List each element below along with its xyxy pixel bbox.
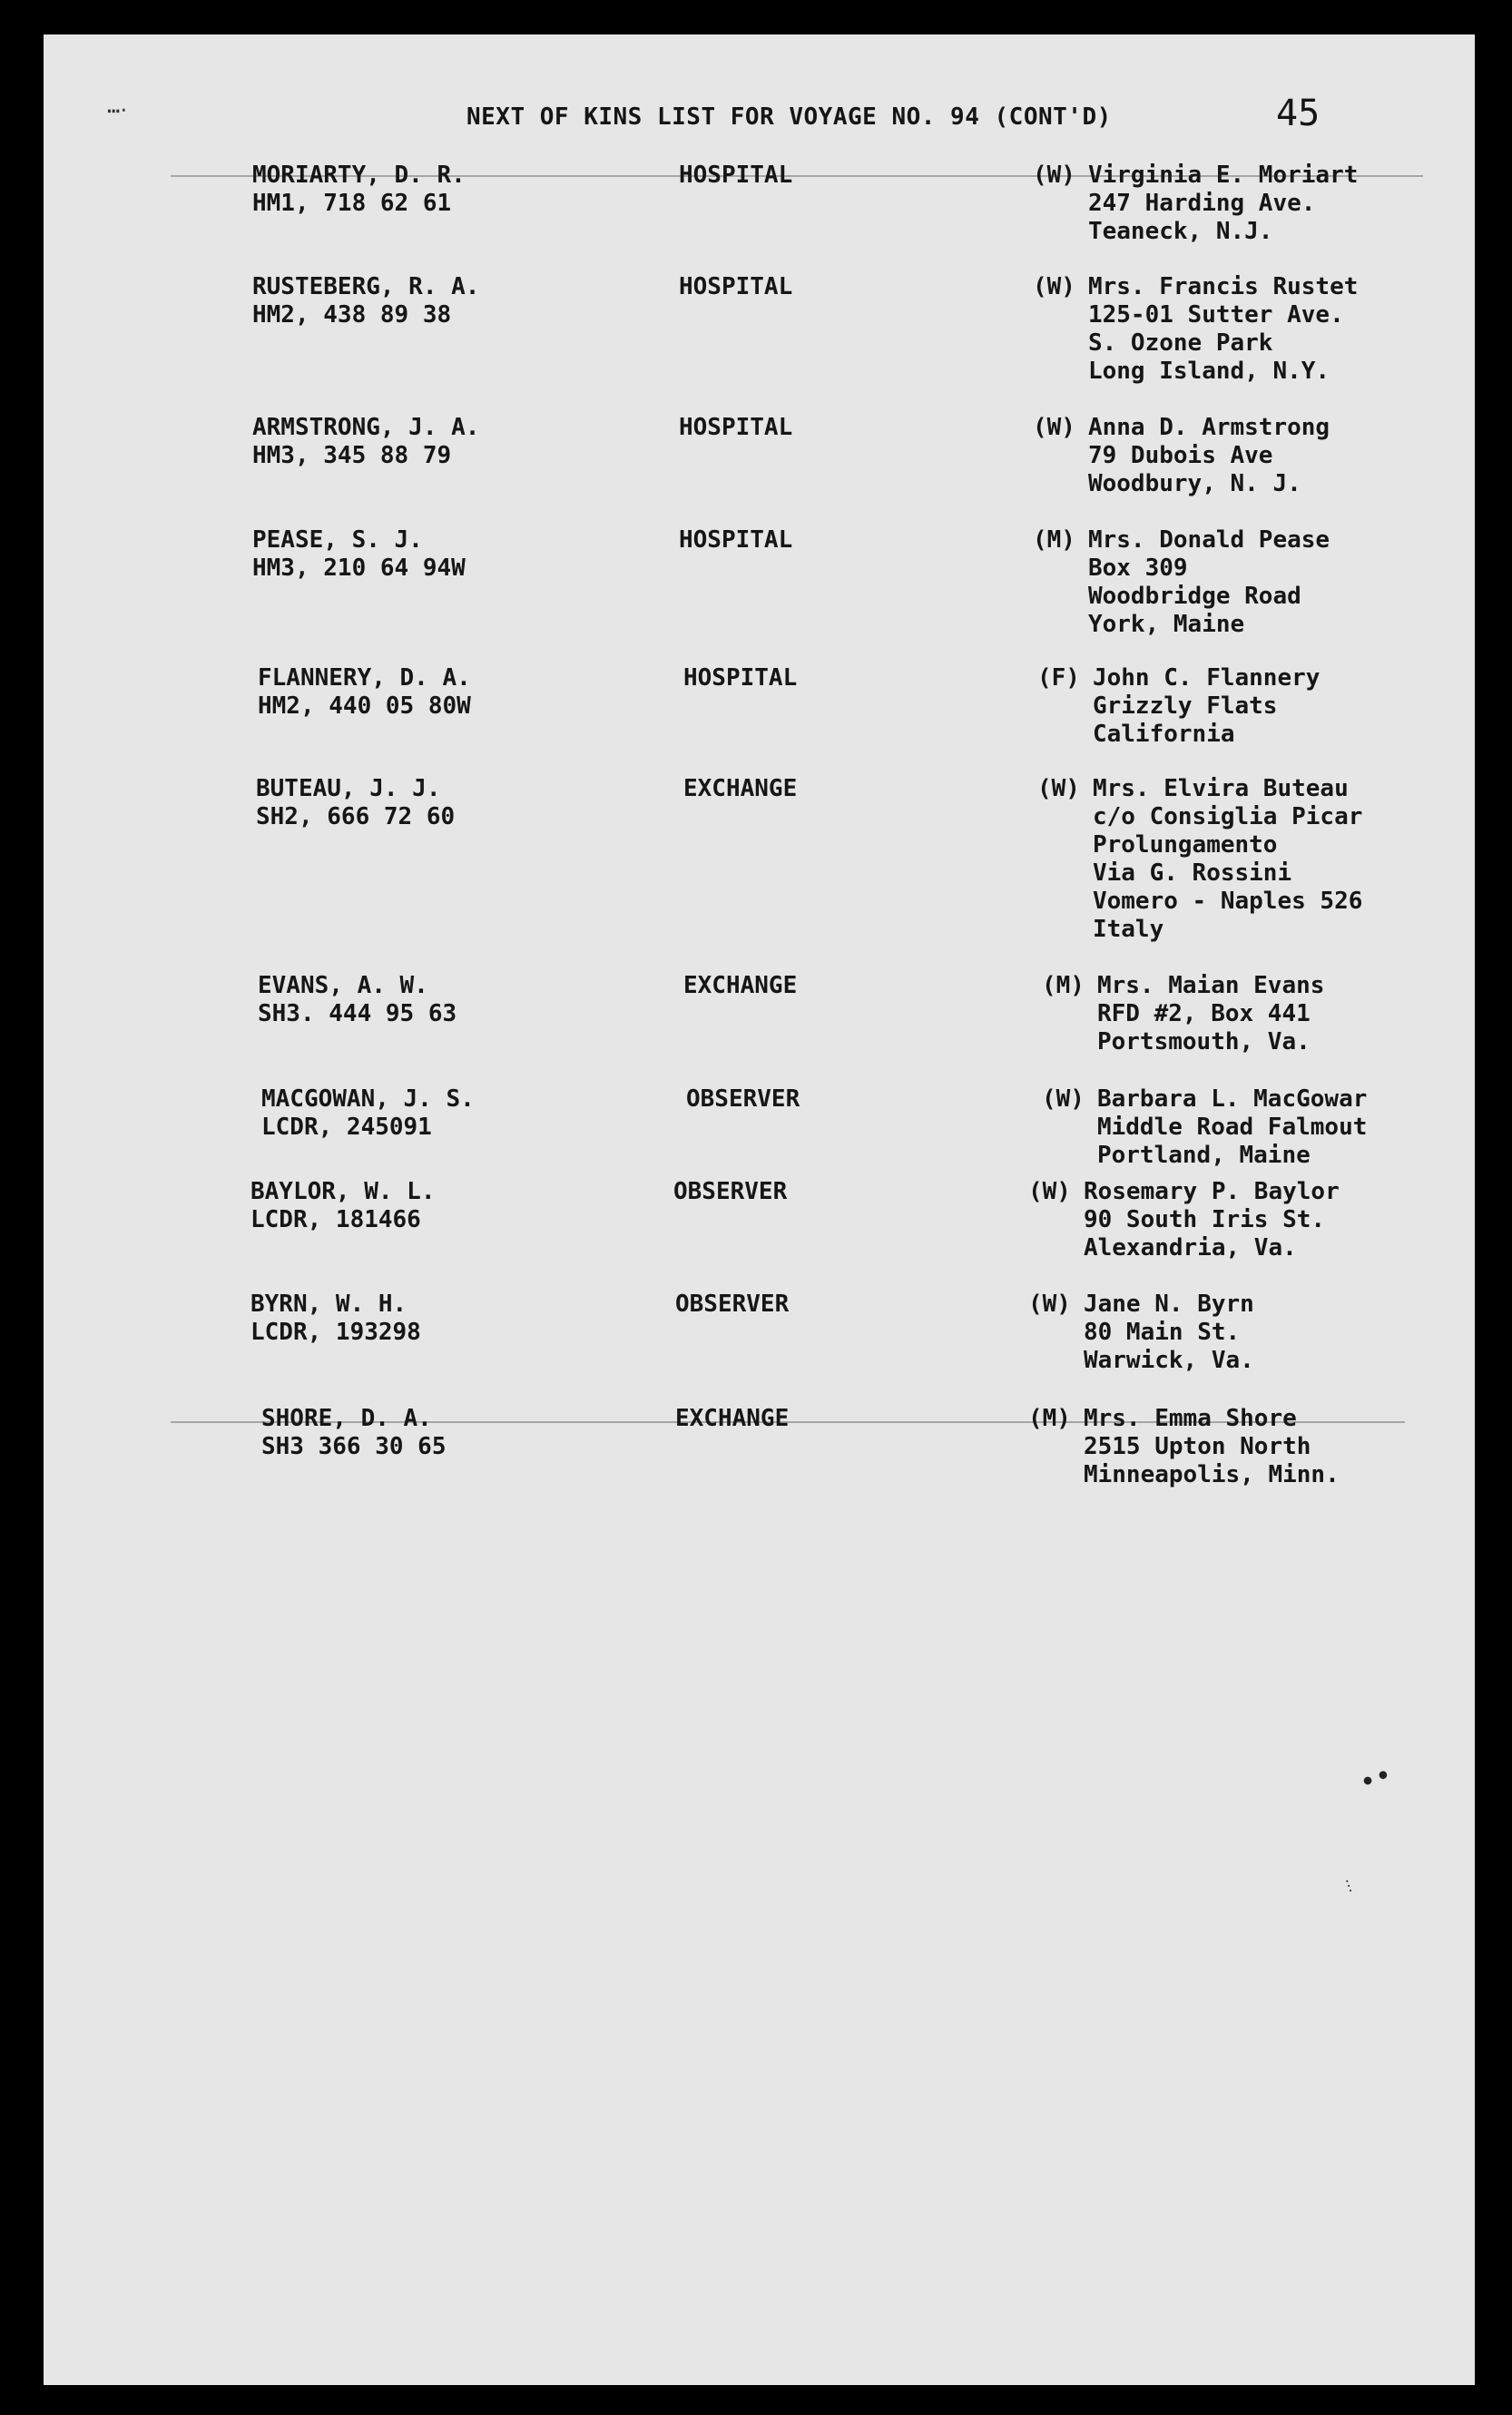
contact-line: Mrs. Francis Rustet: [1087, 273, 1359, 300]
contact-line: Jane N. Byrn: [1083, 1291, 1254, 1318]
contact-address: [1084, 1405, 1340, 1489]
contact-line: John C. Flannery: [1092, 664, 1321, 692]
name-column: [261, 1085, 475, 1142]
entry-reason: HOSPITAL: [679, 273, 793, 300]
name-column: [252, 162, 466, 218]
entry-relation: (W): [1033, 273, 1075, 300]
contact-line: Woodbridge Road: [1087, 583, 1301, 610]
entry-reason: OBSERVER: [675, 1291, 790, 1318]
contact-column: [1028, 1291, 1254, 1375]
entry-rating-number: LCDR, 193298: [250, 1319, 421, 1346]
contact-line: Virginia E. Moriart: [1087, 162, 1359, 189]
contact-line: Mrs. Emma Shore: [1083, 1405, 1297, 1432]
entry-relation: (W): [1033, 162, 1075, 189]
contact-line: 80 Main St.: [1083, 1319, 1241, 1346]
entry-name: PEASE, S. J.: [252, 526, 423, 554]
entry-name: BYRN, W. H.: [250, 1291, 407, 1318]
name-column: [250, 1178, 436, 1234]
contact-column: [1028, 1405, 1340, 1489]
contact-line: RFD #2, Box 441: [1096, 1000, 1311, 1027]
name-column: [252, 526, 466, 583]
document-page: [44, 34, 1475, 2385]
contact-address: [1084, 1291, 1254, 1375]
entry-rating-number: SH3 366 30 65: [261, 1433, 447, 1460]
contact-line: Barbara L. MacGowar: [1096, 1085, 1368, 1113]
contact-line: Woodbury, N. J.: [1087, 470, 1301, 497]
entry-reason: HOSPITAL: [679, 414, 793, 441]
entry-rating-number: HM1, 718 62 61: [252, 190, 452, 217]
entry-name: BUTEAU, J. J.: [256, 775, 441, 802]
entry-reason: OBSERVER: [673, 1178, 788, 1205]
contact-line: Minneapolis, Minn.: [1083, 1461, 1340, 1488]
contact-address: [1093, 775, 1362, 944]
name-column: [252, 273, 479, 329]
contact-line: Portsmouth, Va.: [1096, 1028, 1311, 1055]
contact-address: [1088, 414, 1330, 498]
contact-address: [1088, 273, 1358, 386]
contact-line: Mrs. Elvira Buteau: [1092, 775, 1349, 802]
entry-reason: EXCHANGE: [683, 775, 798, 802]
entry-rating-number: SH2, 666 72 60: [256, 803, 456, 830]
contact-line: 247 Harding Ave.: [1087, 190, 1316, 217]
contact-line: 2515 Upton North: [1083, 1433, 1311, 1460]
contact-line: Via G. Rossini: [1092, 859, 1292, 887]
entry-name: FLANNERY, D. A.: [258, 664, 471, 692]
margin-mark: ⋯‧: [107, 98, 128, 123]
entry-relation: (W): [1028, 1178, 1071, 1205]
contact-address: [1097, 972, 1324, 1056]
page-number: 45: [1276, 93, 1321, 134]
entry-relation: (W): [1037, 775, 1080, 802]
contact-line: Long Island, N.Y.: [1087, 358, 1330, 385]
name-column: [258, 972, 457, 1028]
entry-rating-number: LCDR, 245091: [261, 1114, 432, 1141]
contact-line: Middle Road Falmout: [1096, 1114, 1368, 1141]
name-column: [261, 1405, 447, 1461]
contact-address: [1084, 1178, 1340, 1262]
contact-column: [1033, 526, 1330, 639]
entry-reason: HOSPITAL: [679, 526, 793, 554]
contact-line: Box 309: [1087, 555, 1188, 582]
contact-line: 90 South Iris St.: [1083, 1206, 1326, 1233]
contact-address: [1088, 526, 1330, 639]
entry-rating-number: HM2, 438 89 38: [252, 301, 452, 329]
contact-line: c/o Consiglia Picar: [1092, 803, 1363, 830]
contact-line: Teaneck, N.J.: [1087, 218, 1273, 245]
entry-rating-number: SH3. 444 95 63: [258, 1000, 457, 1027]
entry-reason: HOSPITAL: [683, 664, 798, 692]
contact-column: [1042, 1085, 1367, 1170]
entry-relation: (M): [1033, 526, 1075, 554]
contact-line: S. Ozone Park: [1087, 329, 1273, 357]
entry-name: MORIARTY, D. R.: [252, 162, 466, 189]
contact-line: Portland, Maine: [1096, 1142, 1311, 1169]
contact-line: Warwick, Va.: [1083, 1347, 1254, 1374]
contact-line: Vomero - Naples 526: [1092, 888, 1363, 915]
entry-relation: (F): [1037, 664, 1080, 692]
contact-column: [1037, 775, 1362, 944]
entry-relation: (W): [1042, 1085, 1085, 1113]
contact-line: Grizzly Flats: [1092, 692, 1278, 720]
contact-line: 125-01 Sutter Ave.: [1087, 301, 1344, 329]
name-column: [252, 414, 479, 470]
name-column: [258, 664, 471, 721]
contact-line: Alexandria, Va.: [1083, 1234, 1297, 1261]
contact-column: [1028, 1178, 1340, 1262]
entry-rating-number: HM3, 345 88 79: [252, 442, 452, 469]
contact-address: [1088, 162, 1358, 246]
contact-line: York, Maine: [1087, 611, 1245, 638]
entry-name: EVANS, A. W.: [258, 972, 428, 999]
contact-line: Rosemary P. Baylor: [1083, 1178, 1340, 1205]
contact-line: Italy: [1092, 916, 1164, 943]
name-column: [250, 1291, 421, 1347]
contact-line: California: [1092, 721, 1235, 748]
entry-relation: (M): [1042, 972, 1085, 999]
contact-line: Mrs. Maian Evans: [1096, 972, 1325, 999]
entry-reason: EXCHANGE: [683, 972, 798, 999]
contact-line: 79 Dubois Ave: [1087, 442, 1273, 469]
ink-speck: ••: [1355, 1758, 1398, 1801]
entry-relation: (W): [1028, 1291, 1071, 1318]
entry-name: ARMSTRONG, J. A.: [252, 414, 480, 441]
contact-line: Prolungamento: [1092, 831, 1278, 859]
entry-reason: EXCHANGE: [675, 1405, 790, 1432]
ink-speck: ⋮: [1339, 1874, 1359, 1897]
entry-reason: OBSERVER: [686, 1085, 800, 1113]
entry-relation: (M): [1028, 1405, 1071, 1432]
entry-rating-number: HM2, 440 05 80W: [258, 692, 471, 720]
contact-line: Anna D. Armstrong: [1087, 414, 1330, 441]
contact-column: [1033, 162, 1358, 246]
contact-address: [1097, 1085, 1367, 1170]
entry-name: SHORE, D. A.: [261, 1405, 432, 1432]
entry-name: RUSTEBERG, R. A.: [252, 273, 480, 300]
contact-line: Mrs. Donald Pease: [1087, 526, 1330, 554]
contact-column: [1033, 273, 1358, 386]
entry-name: BAYLOR, W. L.: [250, 1178, 436, 1205]
entry-rating-number: HM3, 210 64 94W: [252, 555, 466, 582]
contact-address: [1093, 664, 1320, 749]
name-column: [256, 775, 455, 831]
entry-rating-number: LCDR, 181466: [250, 1206, 421, 1233]
contact-column: [1033, 414, 1330, 498]
page-title: NEXT OF KINS LIST FOR VOYAGE NO. 94 (CONT'D): [466, 103, 1112, 131]
entry-name: MACGOWAN, J. S.: [261, 1085, 475, 1113]
contact-column: [1042, 972, 1324, 1056]
entry-reason: HOSPITAL: [679, 162, 793, 189]
entry-relation: (W): [1033, 414, 1075, 441]
contact-column: [1037, 664, 1320, 749]
